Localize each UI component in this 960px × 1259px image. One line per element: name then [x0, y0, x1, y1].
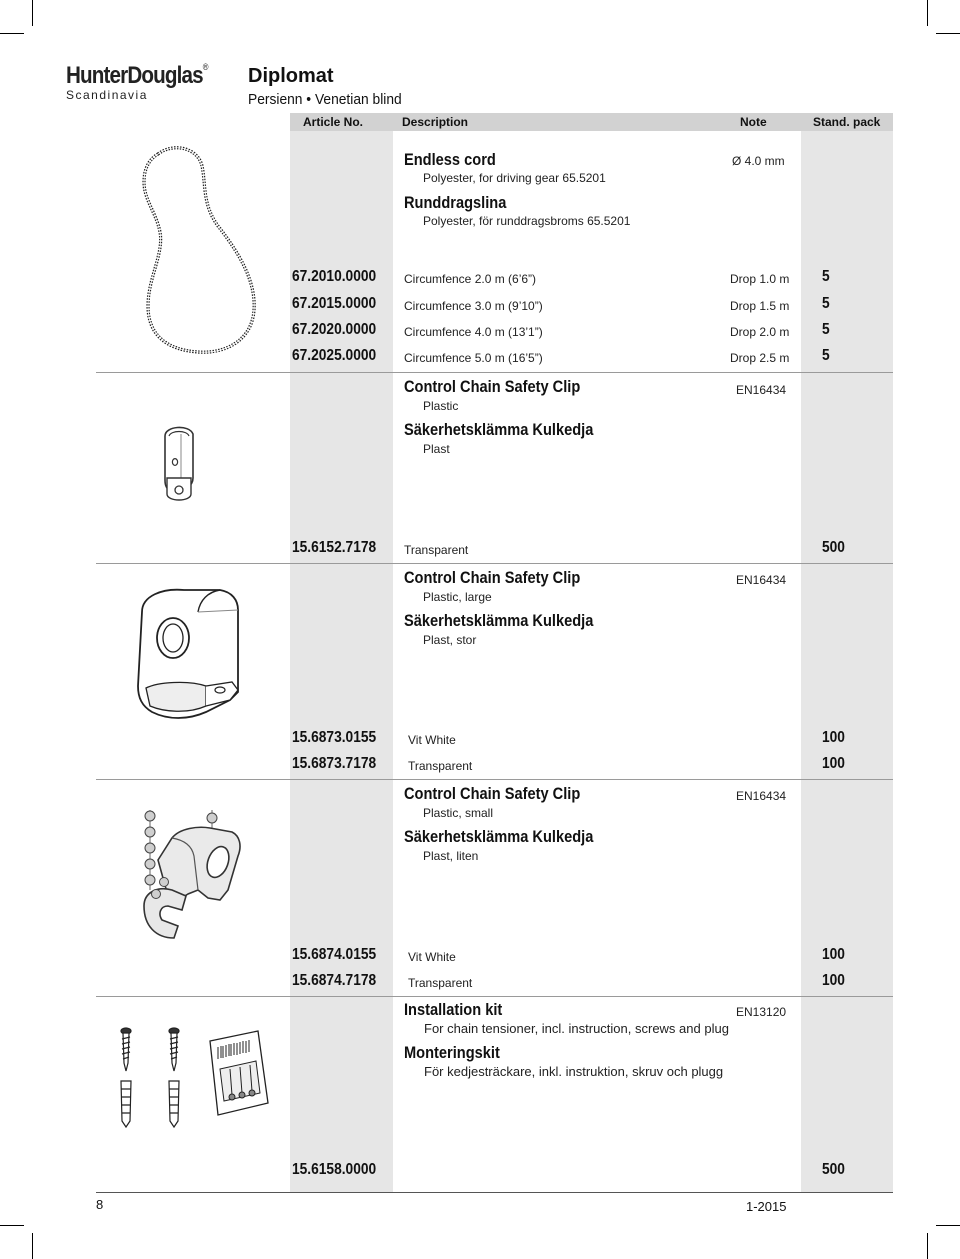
article-number: 67.2015.0000: [292, 295, 377, 312]
product-note: EN16434: [736, 789, 787, 803]
crop-mark: [32, 1233, 33, 1259]
crop-mark: [936, 1225, 960, 1226]
product-name-en: Control Chain Safety Clip: [404, 568, 581, 587]
product-desc-sv: Plast, stor: [423, 633, 477, 647]
crop-mark: [0, 1225, 24, 1226]
row-pack: 5: [822, 268, 830, 285]
col-pack-header: Stand. pack: [813, 115, 881, 129]
product-desc-en: Plastic, large: [423, 590, 492, 604]
product-desc-en: Plastic: [423, 399, 459, 413]
product-name-sv: Säkerhetsklämma Kulkedja: [404, 611, 594, 630]
article-number: 15.6873.0155: [292, 729, 377, 746]
product-desc-en: For chain tensioner, incl. instruction, screws and plug: [424, 1021, 729, 1036]
row-pack: 5: [822, 321, 830, 338]
article-number: 15.6152.7178: [292, 539, 377, 556]
product-desc-sv: Polyester, för runddragsbroms 65.5201: [423, 214, 631, 228]
article-number: 15.6874.0155: [292, 946, 377, 963]
product-name-sv: Säkerhetsklämma Kulkedja: [404, 420, 594, 439]
row-description: Circumfence 4.0 m (13’1”): [404, 325, 543, 339]
section-divider: [96, 779, 893, 780]
section-divider: [96, 372, 893, 373]
column-header-bar: [290, 113, 893, 131]
article-column-shade: [290, 131, 393, 1192]
row-description: Vit White: [408, 950, 456, 964]
row-pack: 500: [822, 539, 845, 556]
row-pack: 5: [822, 295, 830, 312]
product-name-en: Installation kit: [404, 1000, 503, 1019]
product-note: Ø 4.0 mm: [732, 154, 785, 168]
footer-divider: [96, 1192, 893, 1193]
row-note: Drop 1.0 m: [730, 272, 790, 286]
row-pack: 500: [822, 1161, 845, 1178]
row-description: Circumfence 3.0 m (9’10”): [404, 299, 543, 313]
section-divider: [96, 996, 893, 997]
section-divider: [96, 563, 893, 564]
row-description: Vit White: [408, 733, 456, 747]
page-number: 8: [96, 1197, 104, 1212]
row-pack: 5: [822, 347, 830, 364]
page-subtitle: Persienn • Venetian blind: [248, 91, 402, 108]
product-name-en: Endless cord: [404, 150, 496, 169]
col-note-header: Note: [740, 115, 767, 129]
row-description: Circumfence 2.0 m (6’6”): [404, 272, 537, 286]
brand-logo: HunterDouglas®: [66, 62, 209, 89]
article-number: 67.2025.0000: [292, 347, 377, 364]
product-note: EN16434: [736, 573, 787, 587]
safety-clip-small-image: [128, 810, 253, 945]
row-note: Drop 1.5 m: [730, 299, 790, 313]
col-description-header: Description: [402, 115, 469, 129]
row-note: Drop 2.5 m: [730, 351, 790, 365]
product-name-sv: Säkerhetsklämma Kulkedja: [404, 827, 594, 846]
row-pack: 100: [822, 755, 845, 772]
page-title: Diplomat: [248, 65, 334, 87]
article-number: 15.6874.7178: [292, 972, 377, 989]
product-desc-sv: Plast: [423, 442, 450, 456]
crop-mark: [936, 33, 960, 34]
product-name-sv: Monteringskit: [404, 1043, 500, 1062]
installation-kit-image: [106, 1025, 271, 1130]
product-note: EN16434: [736, 383, 787, 397]
row-pack: 100: [822, 972, 845, 989]
article-number: 67.2020.0000: [292, 321, 377, 338]
article-number: 15.6873.7178: [292, 755, 377, 772]
row-description: Transparent: [408, 759, 473, 773]
row-pack: 100: [822, 946, 845, 963]
safety-clip-large-image: [128, 582, 253, 727]
crop-mark: [927, 0, 928, 26]
product-desc-sv: För kedjesträckare, inkl. instruktion, skruv och plugg: [424, 1064, 724, 1079]
crop-mark: [32, 0, 33, 26]
product-name-sv: Runddragslina: [404, 193, 507, 212]
product-note: EN13120: [736, 1005, 787, 1019]
row-note: Drop 2.0 m: [730, 325, 790, 339]
endless-cord-image: [118, 140, 268, 360]
row-description: Transparent: [404, 543, 469, 557]
crop-mark: [0, 33, 24, 34]
edition-date: 1-2015: [746, 1199, 787, 1214]
crop-mark: [927, 1233, 928, 1259]
article-number: 15.6158.0000: [292, 1161, 377, 1178]
pack-column-shade: [801, 131, 893, 1192]
row-description: Transparent: [408, 976, 473, 990]
product-desc-en: Polyester, for driving gear 65.5201: [423, 171, 606, 185]
brand-sub: Scandinavia: [66, 88, 148, 102]
product-desc-sv: Plast, liten: [423, 849, 479, 863]
product-name-en: Control Chain Safety Clip: [404, 784, 581, 803]
product-name-en: Control Chain Safety Clip: [404, 377, 581, 396]
row-pack: 100: [822, 729, 845, 746]
col-article-header: Article No.: [303, 115, 364, 129]
article-number: 67.2010.0000: [292, 268, 377, 285]
row-description: Circumfence 5.0 m (16’5”): [404, 351, 543, 365]
product-desc-en: Plastic, small: [423, 806, 494, 820]
safety-clip-image: [155, 420, 205, 510]
